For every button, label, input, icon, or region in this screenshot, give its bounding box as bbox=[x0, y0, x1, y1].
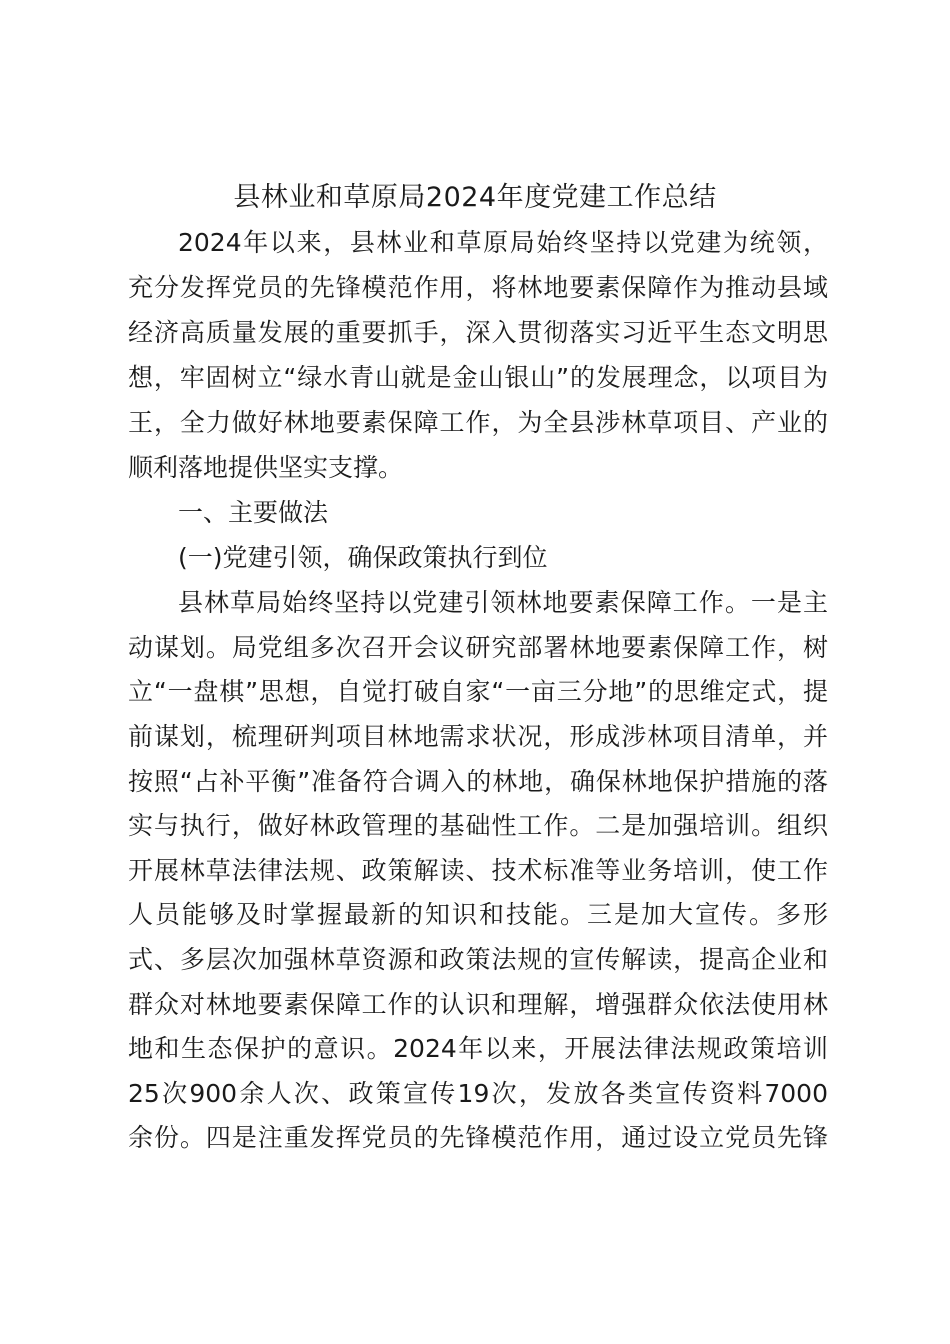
paragraph-line: 群众对林地要素保障工作的认识和理解，增强群众依法使用林 bbox=[128, 990, 828, 1019]
subsection-heading: (一)党建引领，确保政策执行到位 bbox=[178, 543, 548, 572]
paragraph-line: 顺利落地提供坚实支撑。 bbox=[128, 453, 404, 482]
paragraph-line: 余份。四是注重发挥党员的先锋模范作用，通过设立党员先锋 bbox=[128, 1123, 828, 1152]
document-title: 县林业和草原局2024年度党建工作总结 bbox=[233, 182, 717, 213]
paragraph-line: 人员能够及时掌握最新的知识和技能。三是加大宣传。多形 bbox=[128, 900, 828, 929]
paragraph-line: 25次900余人次、政策宣传19次，发放各类宣传资料7000 bbox=[128, 1079, 828, 1108]
paragraph-line: 开展林草法律法规、政策解读、技术标准等业务培训，使工作 bbox=[128, 856, 828, 885]
paragraph-line: 县林草局始终坚持以党建引领林地要素保障工作。一是主 bbox=[178, 588, 828, 617]
paragraph-line: 2024年以来，县林业和草原局始终坚持以党建为统领， bbox=[178, 228, 828, 257]
paragraph-line: 动谋划。局党组多次召开会议研究部署林地要素保障工作，树 bbox=[128, 633, 828, 662]
paragraph-line: 式、多层次加强林草资源和政策法规的宣传解读，提高企业和 bbox=[128, 945, 828, 974]
paragraph-line: 按照“占补平衡”准备符合调入的林地，确保林地保护措施的落 bbox=[128, 767, 828, 796]
paragraph-line: 想，牢固树立“绿水青山就是金山银山”的发展理念，以项目为 bbox=[128, 363, 828, 392]
paragraph-line: 实与执行，做好林政管理的基础性工作。二是加强培训。组织 bbox=[128, 811, 828, 840]
paragraph-line: 王，全力做好林地要素保障工作，为全县涉林草项目、产业的 bbox=[128, 408, 828, 437]
paragraph-line: 立“一盘棋”思想，自觉打破自家“一亩三分地”的思维定式，提 bbox=[128, 677, 828, 706]
paragraph-line: 前谋划，梳理研判项目林地需求状况，形成涉林项目清单，并 bbox=[128, 722, 828, 751]
paragraph-line: 充分发挥党员的先锋模范作用，将林地要素保障作为推动县域 bbox=[128, 273, 828, 302]
paragraph-line: 地和生态保护的意识。2024年以来，开展法律法规政策培训 bbox=[128, 1034, 828, 1063]
section-heading: 一、主要做法 bbox=[178, 498, 329, 527]
paragraph-line: 经济高质量发展的重要抓手，深入贯彻落实习近平生态文明思 bbox=[128, 318, 828, 347]
